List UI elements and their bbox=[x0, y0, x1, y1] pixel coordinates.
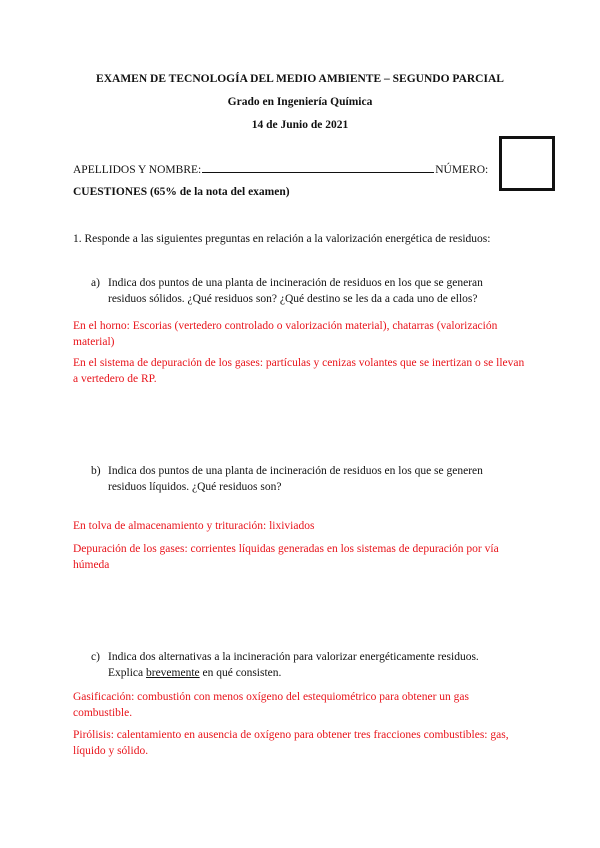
section-title: CUESTIONES (65% de la nota del examen) bbox=[73, 186, 290, 198]
name-label: APELLIDOS Y NOMBRE: bbox=[73, 164, 202, 176]
item-b-label: b) bbox=[91, 465, 101, 477]
item-b-line2: residuos líquidos. ¿Qué residuos son? bbox=[108, 481, 282, 493]
answer-a-2: En el sistema de depuración de los gases: partículas y cenizas volantes que se inertizan o se llevan a vertedero de RP. bbox=[73, 357, 525, 385]
item-c bbox=[91, 649, 527, 681]
item-c-line2-pre: Explica bbox=[108, 667, 146, 679]
degree-subtitle: Grado en Ingeniería Química bbox=[227, 96, 373, 108]
exam-date: 14 de Junio de 2021 bbox=[251, 119, 349, 131]
item-a-line1: Indica dos puntos de una planta de incineración de residuos en los que se generan bbox=[108, 277, 483, 289]
item-a bbox=[91, 275, 527, 307]
item-b bbox=[91, 463, 527, 495]
item-b-line1: Indica dos puntos de una planta de incineración de residuos en los que se generen bbox=[108, 465, 483, 477]
answer-b-1: En tolva de almacenamiento y trituración: lixiviados bbox=[73, 520, 315, 532]
answer-c-2: Pirólisis: calentamiento en ausencia de oxígeno para obtener tres fracciones combustibles: gas, líquido y sólido. bbox=[73, 729, 509, 757]
name-input-line[interactable] bbox=[202, 161, 434, 173]
item-c-line2 bbox=[91, 665, 527, 681]
number-label: NÚMERO: bbox=[435, 164, 489, 176]
item-a-label: a) bbox=[91, 277, 100, 289]
item-c-underlined-word: brevemente bbox=[146, 667, 200, 679]
item-c-line1: Indica dos alternativas a la incineración para valorizar energéticamente residuos. bbox=[108, 651, 479, 663]
answer-c-1: Gasificación: combustión con menos oxígeno del estequiométrico para obtener un gas combustible. bbox=[73, 691, 469, 719]
answer-b-2: Depuración de los gases: corrientes líquidas generadas en los sistemas de depuración por vía húmeda bbox=[73, 543, 499, 571]
answer-a-1: En el horno: Escorias (vertedero controlado o valorización material), chatarras (valorización material) bbox=[73, 320, 498, 348]
name-field-row bbox=[73, 161, 488, 176]
item-c-label: c) bbox=[91, 651, 100, 663]
item-a-line2: residuos sólidos. ¿Qué residuos son? ¿Qué destino se les da a cada uno de ellos? bbox=[108, 293, 478, 305]
exam-title: EXAMEN DE TECNOLOGÍA DEL MEDIO AMBIENTE – SEGUNDO PARCIAL bbox=[96, 73, 504, 85]
number-box[interactable] bbox=[499, 136, 555, 191]
item-c-line2-post: en qué consisten. bbox=[199, 667, 282, 679]
question-1: 1. Responde a las siguientes preguntas en relación a la valorización energética de residuos: bbox=[73, 233, 491, 245]
